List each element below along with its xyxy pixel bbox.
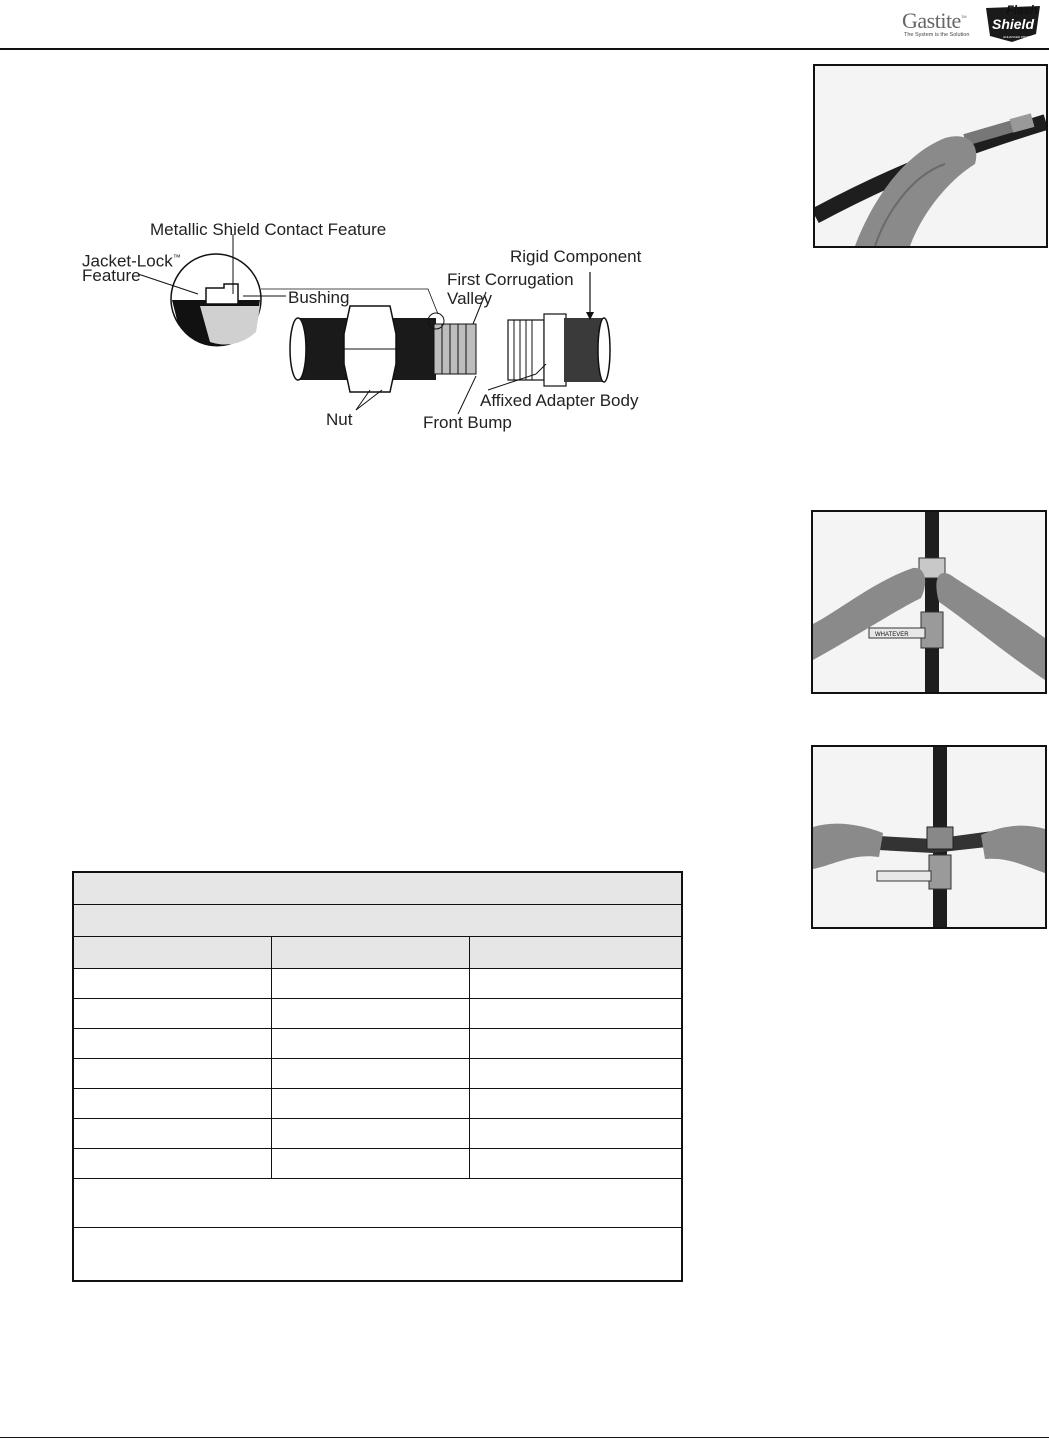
table-cell (469, 1089, 682, 1119)
label-metallic-shield: Metallic Shield Contact Feature (150, 220, 387, 239)
label-affixed-adapter: Affixed Adapter Body (480, 391, 639, 410)
svg-text:WHATEVER: WHATEVER (875, 632, 909, 638)
table-cell (271, 999, 469, 1029)
gastite-flashshield-logo (900, 2, 1046, 46)
table-cell (469, 999, 682, 1029)
label-jacket-lock: Jacket-Lock™ (82, 251, 181, 271)
table-header-row (73, 937, 682, 969)
table-cell (73, 1179, 682, 1228)
table-cell (73, 1149, 271, 1179)
label-bushing: Bushing (288, 288, 350, 307)
footer-rule (0, 1437, 1049, 1438)
flashshield-badge-icon (978, 2, 1046, 44)
table-row (73, 1119, 682, 1149)
table-cell (73, 1089, 271, 1119)
table-cell (469, 1029, 682, 1059)
spec-table (72, 871, 683, 1282)
photo-wrenches-on-fitting (811, 745, 1047, 929)
table-cell (469, 1059, 682, 1089)
table-cell (73, 1029, 271, 1059)
table-title-row (73, 872, 682, 905)
table-cell (469, 937, 682, 969)
photo-hand-tightening-fitting (811, 510, 1047, 694)
table-row (73, 999, 682, 1029)
gastite-tagline: The System is the Solution (904, 32, 970, 38)
table-cell (73, 969, 271, 999)
table-subtitle-row (73, 905, 682, 937)
table-cell (73, 937, 271, 969)
table-row (73, 969, 682, 999)
table-cell (271, 1029, 469, 1059)
svg-text:ENHANCED PROTECTION: ENHANCED PROTECTION (1003, 35, 1041, 39)
header-rule (0, 48, 1049, 50)
table-cell (271, 937, 469, 969)
label-valley: Valley (447, 289, 493, 308)
table-cell (271, 969, 469, 999)
table-cell (73, 1059, 271, 1089)
label-nut: Nut (326, 410, 353, 429)
table-note-row (73, 1179, 682, 1228)
gastite-wordmark: Gastite™ (902, 8, 967, 33)
table-cell (73, 872, 682, 905)
svg-text:Flash: Flash (1006, 3, 1038, 17)
label-first-corrugation: First Corrugation (447, 270, 574, 289)
table-row (73, 1089, 682, 1119)
table-row (73, 1149, 682, 1179)
fitting-assembly-diagram (78, 214, 658, 440)
table-cell (271, 1089, 469, 1119)
table-cell (271, 1059, 469, 1089)
table-note-row (73, 1228, 682, 1282)
label-rigid-component: Rigid Component (510, 247, 642, 266)
photo-hand-sliding-nut (813, 64, 1048, 248)
table-row (73, 1059, 682, 1089)
table-cell (469, 969, 682, 999)
table-cell (469, 1119, 682, 1149)
label-front-bump: Front Bump (423, 413, 512, 432)
table-cell (469, 1149, 682, 1179)
table-cell (73, 905, 682, 937)
label-jacket-lock-feature: Feature (82, 266, 141, 285)
table-cell (271, 1149, 469, 1179)
table-cell (73, 1228, 682, 1282)
table-cell (73, 1119, 271, 1149)
table-cell (271, 1119, 469, 1149)
svg-text:Shield: Shield (991, 16, 1035, 32)
table-cell (73, 999, 271, 1029)
table-row (73, 1029, 682, 1059)
